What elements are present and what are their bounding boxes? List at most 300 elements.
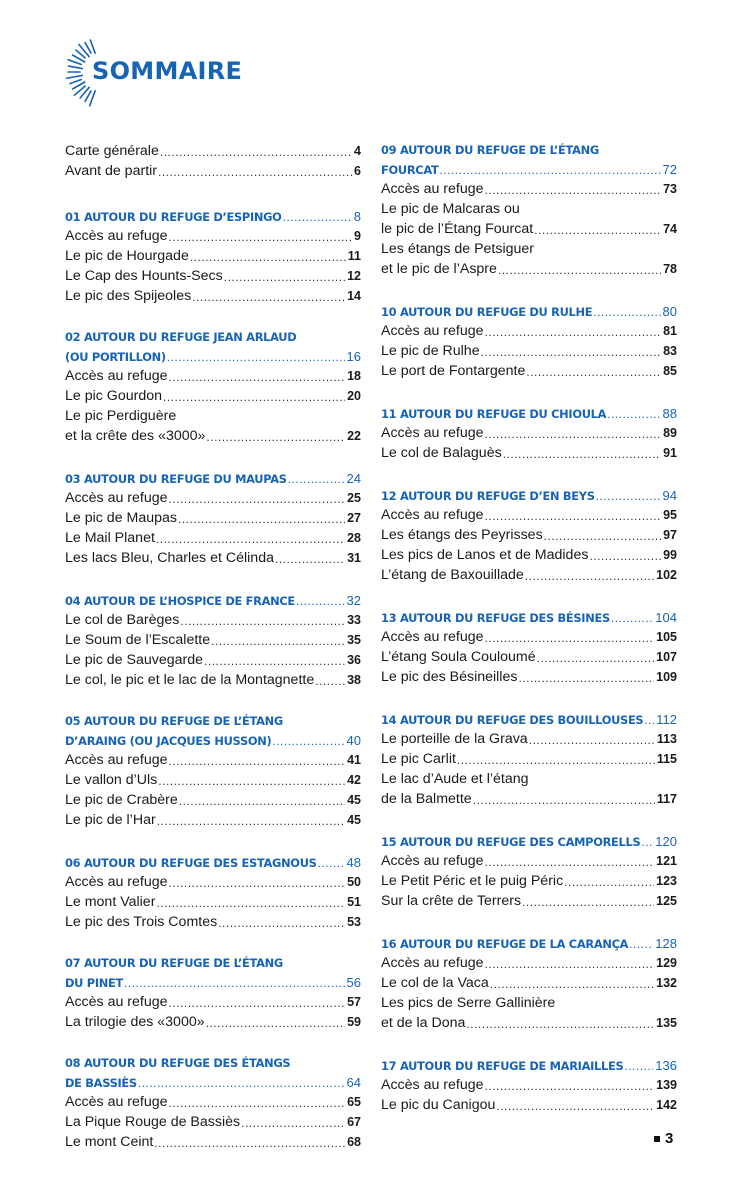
leader-dots bbox=[629, 935, 653, 953]
page-ref: 74 bbox=[663, 222, 677, 236]
page-ref: 120 bbox=[655, 834, 677, 849]
page-ref: 64 bbox=[346, 1075, 361, 1090]
chapter-title: D’ARAING (OU JACQUES HUSSON) bbox=[65, 734, 272, 748]
page-ref: 31 bbox=[347, 551, 361, 565]
toc-entry[interactable] bbox=[381, 871, 677, 891]
entry-title-line1: Les étangs de Petsiguer bbox=[381, 241, 535, 257]
toc-entry[interactable] bbox=[381, 443, 677, 463]
chapter-number: 04 bbox=[65, 594, 81, 608]
toc-entry[interactable] bbox=[381, 341, 677, 361]
leader-dots bbox=[439, 161, 660, 179]
page-ref: 117 bbox=[656, 792, 677, 806]
chapter-number: 11 bbox=[381, 407, 397, 421]
toc-entry[interactable] bbox=[65, 650, 361, 670]
page-ref: 132 bbox=[656, 976, 677, 990]
chapter-title: (OU PORTILLON) bbox=[65, 350, 166, 364]
page-ref: 48 bbox=[346, 855, 361, 870]
chapter-heading[interactable] bbox=[381, 159, 677, 179]
page-ref: 42 bbox=[347, 773, 361, 787]
page-ref: 33 bbox=[347, 613, 361, 627]
intro-section bbox=[65, 141, 361, 181]
entry-title: et le pic de l’Aspre bbox=[381, 261, 497, 277]
entry-title: Le pic de Maupas bbox=[65, 510, 177, 526]
chapter-title bbox=[381, 935, 628, 953]
page-ref: 41 bbox=[347, 753, 361, 767]
leader-dots bbox=[180, 612, 345, 630]
toc-entry[interactable] bbox=[65, 892, 361, 912]
leader-dots bbox=[485, 1077, 655, 1095]
toc-entry[interactable] bbox=[65, 872, 361, 892]
leader-dots bbox=[160, 143, 352, 161]
toc-entry[interactable] bbox=[381, 219, 677, 239]
chapter-number: 09 bbox=[381, 143, 397, 157]
entry-title: Le col de Barèges bbox=[65, 612, 180, 628]
toc-entry[interactable] bbox=[65, 226, 361, 246]
entry-title: Accès au refuge bbox=[65, 228, 168, 244]
chapter-title-text: AUTOUR DU REFUGE D’ESPINGO bbox=[83, 210, 282, 224]
leader-dots bbox=[596, 487, 661, 505]
entry-title: La Pique Rouge de Bassiès bbox=[65, 1114, 241, 1130]
entry-title: Le Mail Planet bbox=[65, 530, 155, 546]
leader-dots bbox=[138, 1074, 345, 1092]
entry-title: et la crête des «3000» bbox=[65, 428, 206, 444]
page-ref: 51 bbox=[347, 895, 361, 909]
page-ref: 36 bbox=[347, 653, 361, 667]
entry-title: Le col de Balaguès bbox=[381, 445, 502, 461]
leader-dots bbox=[490, 975, 654, 993]
entry-title: L’étang Soula Couloumé bbox=[381, 649, 536, 665]
chapter-number: 01 bbox=[65, 210, 81, 224]
leader-dots bbox=[537, 649, 655, 667]
entry-title: Accès au refuge bbox=[65, 874, 168, 890]
chapter-title bbox=[381, 303, 592, 321]
toc-entry[interactable] bbox=[381, 953, 677, 973]
page-ref: 112 bbox=[656, 712, 677, 727]
sunburst-ray bbox=[70, 80, 81, 84]
toc-entry[interactable] bbox=[65, 366, 361, 386]
page-ref: 123 bbox=[656, 874, 677, 888]
page-ref: 25 bbox=[347, 491, 361, 505]
page-ref: 88 bbox=[662, 406, 677, 421]
chapter-title bbox=[381, 711, 643, 729]
leader-dots bbox=[318, 854, 345, 872]
entry-title: Le pic des Trois Comtes bbox=[65, 914, 218, 930]
chapter-section bbox=[381, 301, 677, 381]
leader-dots bbox=[169, 752, 346, 770]
chapter-title-line1 bbox=[65, 328, 361, 346]
toc-entry[interactable] bbox=[65, 912, 361, 932]
page-ref: 109 bbox=[656, 670, 677, 684]
leader-dots bbox=[544, 527, 661, 545]
leader-dots bbox=[169, 368, 346, 386]
toc-entry[interactable] bbox=[381, 647, 677, 667]
leader-dots bbox=[485, 323, 662, 341]
entry-title: Accès au refuge bbox=[381, 853, 484, 869]
page-number-value: 3 bbox=[665, 1130, 674, 1147]
chapter-title-text: AUTOUR DU REFUGE DES BÉSINES bbox=[399, 611, 610, 625]
page-ref: 125 bbox=[656, 894, 677, 908]
entry-title: Accès au refuge bbox=[381, 629, 484, 645]
toc-entry[interactable] bbox=[65, 790, 361, 810]
page-ref: 95 bbox=[663, 508, 677, 522]
chapter-section bbox=[65, 206, 361, 306]
entry-title: L’étang de Baxouillade bbox=[381, 567, 524, 583]
chapter-title bbox=[381, 487, 595, 505]
chapter-section bbox=[65, 468, 361, 568]
entry-title: le pic de l’Étang Fourcat bbox=[381, 221, 534, 237]
toc-entry[interactable] bbox=[381, 789, 677, 809]
chapter-heading[interactable] bbox=[381, 1055, 677, 1075]
chapter-title-text: AUTOUR DU REFUGE D’EN BEYS bbox=[399, 489, 595, 503]
toc-entry[interactable] bbox=[381, 729, 677, 749]
chapter-section bbox=[65, 1054, 361, 1152]
toc-entry[interactable] bbox=[381, 545, 677, 565]
chapter-number: 06 bbox=[65, 856, 81, 870]
leader-dots bbox=[611, 609, 653, 627]
chapter-title bbox=[65, 854, 317, 872]
leader-dots bbox=[218, 914, 345, 932]
chapter-section bbox=[381, 403, 677, 463]
page-ref: 128 bbox=[655, 936, 677, 951]
page-ref: 105 bbox=[656, 630, 677, 644]
page-ref: 14 bbox=[347, 289, 361, 303]
chapter-section bbox=[65, 328, 361, 446]
chapter-heading[interactable] bbox=[65, 468, 361, 488]
page-number bbox=[654, 1130, 673, 1147]
chapter-title bbox=[381, 609, 610, 627]
entry-title: Le col, le pic et le lac de la Montagnette bbox=[65, 672, 315, 688]
chapter-heading[interactable] bbox=[65, 852, 361, 872]
toc-entry[interactable] bbox=[381, 973, 677, 993]
chapter-heading[interactable] bbox=[65, 972, 361, 992]
entry-title: Le col de la Vaca bbox=[381, 975, 489, 991]
entry-title: Accès au refuge bbox=[65, 490, 168, 506]
chapter-title-text: AUTOUR DU REFUGE DE LA CARANÇA bbox=[399, 937, 629, 951]
chapter-title bbox=[381, 833, 640, 851]
chapter-title-line1 bbox=[65, 954, 361, 972]
leader-dots bbox=[158, 163, 352, 181]
toc-entry[interactable] bbox=[65, 528, 361, 548]
chapter-number: 15 bbox=[381, 835, 397, 849]
chapter-number: 07 bbox=[65, 956, 81, 970]
chapter-title-text: AUTOUR DU REFUGE DU RULHE bbox=[399, 305, 593, 319]
entry-title: Accès au refuge bbox=[381, 425, 484, 441]
page-ref: 12 bbox=[347, 269, 361, 283]
chapter-title-text: AUTOUR DU REFUGE DES ESTAGNOUS bbox=[83, 856, 317, 870]
leader-dots bbox=[503, 445, 661, 463]
page-ref: 142 bbox=[656, 1098, 677, 1112]
page-ref: 83 bbox=[663, 344, 677, 358]
chapter-section bbox=[381, 607, 677, 687]
toc-entry[interactable] bbox=[65, 266, 361, 286]
entry-title: Accès au refuge bbox=[381, 1077, 484, 1093]
leader-dots bbox=[496, 1097, 654, 1115]
leader-dots bbox=[241, 1114, 345, 1132]
entry-title: Le vallon d’Uls bbox=[65, 772, 158, 788]
entry-title: Le Petit Péric et le puig Péric bbox=[381, 873, 564, 889]
page-ref: 65 bbox=[347, 1095, 361, 1109]
toc-entry[interactable] bbox=[65, 548, 361, 568]
chapter-title-text: AUTOUR DU REFUGE DES BOUILLOUSES bbox=[399, 713, 644, 727]
entry-title: Le pic de Crabère bbox=[65, 792, 178, 808]
chapter-heading[interactable] bbox=[65, 206, 361, 226]
toc-entry[interactable] bbox=[65, 770, 361, 790]
leader-dots bbox=[211, 632, 345, 650]
entry-title: et de la Dona bbox=[381, 1015, 466, 1031]
chapter-number: 17 bbox=[381, 1059, 397, 1073]
entry-title: Le mont Valier bbox=[65, 894, 156, 910]
chapter-number: 12 bbox=[381, 489, 397, 503]
chapter-section bbox=[65, 590, 361, 690]
chapter-number: 13 bbox=[381, 611, 397, 625]
leader-dots bbox=[485, 629, 655, 647]
leader-dots bbox=[641, 833, 653, 851]
toc-entry[interactable] bbox=[65, 426, 361, 446]
leader-dots bbox=[485, 853, 655, 871]
chapter-heading[interactable] bbox=[381, 607, 677, 627]
toc-entry[interactable] bbox=[381, 627, 677, 647]
leader-dots bbox=[525, 567, 654, 585]
toc-entry[interactable] bbox=[381, 179, 677, 199]
toc-entry[interactable] bbox=[65, 141, 361, 161]
toc-entry[interactable] bbox=[65, 161, 361, 181]
page-ref: 11 bbox=[347, 249, 361, 263]
leader-dots bbox=[169, 490, 346, 508]
toc-entry[interactable] bbox=[381, 321, 677, 341]
chapter-section bbox=[381, 709, 677, 809]
chapter-title bbox=[381, 1057, 623, 1075]
leader-dots bbox=[607, 405, 660, 423]
entry-title: Accès au refuge bbox=[65, 1094, 168, 1110]
toc-column-right bbox=[381, 141, 677, 1137]
leader-dots bbox=[498, 261, 661, 279]
entry-title: Accès au refuge bbox=[381, 507, 484, 523]
entry-title: Le pic Gourdon bbox=[65, 388, 163, 404]
leader-dots bbox=[169, 1094, 346, 1112]
toc-entry[interactable] bbox=[65, 488, 361, 508]
chapter-heading[interactable] bbox=[381, 831, 677, 851]
page-ref: 22 bbox=[347, 429, 361, 443]
chapter-title-text: AUTOUR DU REFUGE DU MAUPAS bbox=[83, 472, 287, 486]
page-ref: 102 bbox=[656, 568, 677, 582]
chapter-number: 16 bbox=[381, 937, 397, 951]
toc-entry[interactable] bbox=[381, 505, 677, 525]
entry-title: Les étangs des Peyrisses bbox=[381, 527, 543, 543]
chapter-title: FOURCAT bbox=[381, 163, 439, 177]
chapter-title-text: AUTOUR DU REFUGE DES ÉTANGS bbox=[83, 1056, 291, 1070]
page-ref: 20 bbox=[347, 389, 361, 403]
toc-entry[interactable] bbox=[381, 851, 677, 871]
leader-dots bbox=[522, 893, 654, 911]
leader-dots bbox=[169, 228, 353, 246]
leader-dots bbox=[529, 731, 655, 749]
page-ref: 136 bbox=[655, 1058, 677, 1073]
chapter-section bbox=[381, 831, 677, 911]
toc-entry[interactable] bbox=[381, 667, 677, 687]
leader-dots bbox=[564, 873, 654, 891]
chapter-heading[interactable] bbox=[381, 301, 677, 321]
toc-entry[interactable] bbox=[381, 891, 677, 911]
page-ref: 32 bbox=[346, 593, 361, 608]
toc-entry[interactable] bbox=[65, 1132, 361, 1152]
chapter-section bbox=[65, 852, 361, 932]
page-ref: 59 bbox=[347, 1015, 361, 1029]
leader-dots bbox=[179, 792, 345, 810]
chapter-heading[interactable] bbox=[65, 1072, 361, 1092]
square-bullet-icon bbox=[654, 1136, 660, 1142]
toc-entry[interactable] bbox=[65, 1012, 361, 1032]
toc-entry[interactable] bbox=[65, 1112, 361, 1132]
entry-title-line1: Le lac d’Aude et l’étang bbox=[381, 771, 529, 787]
page-ref: 24 bbox=[346, 471, 361, 486]
page-ref: 85 bbox=[663, 364, 677, 378]
entry-title: Le Soum de l’Escalette bbox=[65, 632, 211, 648]
chapter-title-text: AUTOUR DU REFUGE DU CHIOULA bbox=[399, 407, 607, 421]
chapter-heading[interactable] bbox=[381, 933, 677, 953]
page-ref: 89 bbox=[663, 426, 677, 440]
entry-title: Accès au refuge bbox=[65, 752, 168, 768]
chapter-title-text: AUTOUR DE L’HOSPICE DE FRANCE bbox=[83, 594, 295, 608]
chapter-heading[interactable] bbox=[381, 485, 677, 505]
page-ref: 94 bbox=[662, 488, 677, 503]
page-ref: 135 bbox=[656, 1016, 677, 1030]
toc-entry[interactable] bbox=[65, 610, 361, 630]
toc-column-left bbox=[65, 141, 361, 1174]
page-ref: 91 bbox=[663, 446, 677, 460]
leader-dots bbox=[518, 669, 654, 687]
chapter-title-text: AUTOUR DU REFUGE JEAN ARLAUD bbox=[83, 330, 297, 344]
entry-title: Le pic Carlit bbox=[381, 751, 456, 767]
chapter-title: DU PINET bbox=[65, 976, 123, 990]
toc-entry[interactable] bbox=[65, 750, 361, 770]
entry-title: Accès au refuge bbox=[381, 181, 484, 197]
page-ref: 68 bbox=[347, 1135, 361, 1149]
toc-entry[interactable] bbox=[65, 1092, 361, 1112]
toc-entry[interactable] bbox=[65, 810, 361, 830]
leader-dots bbox=[288, 470, 345, 488]
page-ref: 50 bbox=[347, 875, 361, 889]
page-ref: 129 bbox=[656, 956, 677, 970]
toc-entry[interactable] bbox=[65, 246, 361, 266]
toc-entry[interactable] bbox=[381, 1095, 677, 1115]
leader-dots bbox=[178, 510, 345, 528]
toc-entry[interactable] bbox=[65, 286, 361, 306]
leader-dots bbox=[593, 303, 660, 321]
entry-title: Carte générale bbox=[65, 143, 159, 159]
sunburst-ray bbox=[90, 40, 95, 53]
chapter-section bbox=[65, 712, 361, 830]
chapter-section bbox=[65, 954, 361, 1032]
chapter-section bbox=[381, 141, 677, 279]
entry-title: Accès au refuge bbox=[381, 323, 484, 339]
leader-dots bbox=[156, 530, 345, 548]
chapter-number: 10 bbox=[381, 305, 397, 319]
toc-entry[interactable] bbox=[65, 992, 361, 1012]
toc-entry[interactable] bbox=[381, 423, 677, 443]
sunburst-ray bbox=[67, 75, 83, 78]
entry-title: Le Cap des Hounts-Secs bbox=[65, 268, 223, 284]
page-ref: 78 bbox=[663, 262, 677, 276]
chapter-title bbox=[65, 470, 287, 488]
chapter-heading[interactable] bbox=[65, 346, 361, 366]
toc-entry[interactable] bbox=[65, 508, 361, 528]
entry-title: Le pic des Spijeoles bbox=[65, 288, 192, 304]
entry-title: Accès au refuge bbox=[381, 955, 484, 971]
leader-dots bbox=[224, 268, 345, 286]
toc-entry[interactable] bbox=[381, 749, 677, 769]
toc-entry[interactable] bbox=[381, 525, 677, 545]
entry-title: Le pic des Bésineilles bbox=[381, 669, 518, 685]
chapter-title bbox=[65, 592, 295, 610]
chapter-title-line1 bbox=[381, 141, 677, 159]
chapter-title bbox=[65, 208, 282, 226]
toc-entry[interactable] bbox=[381, 1013, 677, 1033]
toc-entry[interactable] bbox=[381, 259, 677, 279]
toc-entry[interactable] bbox=[65, 630, 361, 650]
page-ref: 38 bbox=[347, 673, 361, 687]
toc-entry[interactable] bbox=[381, 565, 677, 585]
entry-title: de la Balmette bbox=[381, 791, 472, 807]
toc-entry[interactable] bbox=[381, 361, 677, 381]
entry-title-line1: Les pics de Serre Gallinière bbox=[381, 995, 556, 1011]
chapter-section bbox=[381, 1055, 677, 1115]
leader-dots bbox=[206, 428, 345, 446]
page-ref: 81 bbox=[663, 324, 677, 338]
leader-dots bbox=[163, 388, 345, 406]
chapter-section bbox=[381, 933, 677, 1033]
leader-dots bbox=[157, 812, 345, 830]
chapter-title-line1 bbox=[65, 712, 361, 730]
page-ref: 8 bbox=[353, 209, 361, 224]
page-ref: 139 bbox=[656, 1078, 677, 1092]
chapter-title: DE BASSIÈS bbox=[65, 1076, 137, 1090]
page-ref: 45 bbox=[347, 793, 361, 807]
leader-dots bbox=[481, 343, 662, 361]
chapter-heading[interactable] bbox=[381, 709, 677, 729]
chapter-heading[interactable] bbox=[65, 590, 361, 610]
leader-dots bbox=[485, 181, 662, 199]
page-ref: 67 bbox=[347, 1115, 361, 1129]
entry-title: Le pic du Canigou bbox=[381, 1097, 496, 1113]
leader-dots bbox=[169, 874, 346, 892]
page-ref: 9 bbox=[354, 229, 361, 243]
toc-entry[interactable] bbox=[65, 670, 361, 690]
entry-title: Les lacs Bleu, Charles et Célinda bbox=[65, 550, 274, 566]
leader-dots bbox=[526, 363, 661, 381]
chapter-heading[interactable] bbox=[65, 730, 361, 750]
page-ref: 4 bbox=[354, 144, 361, 158]
leader-dots bbox=[589, 547, 661, 565]
leader-dots bbox=[158, 772, 345, 790]
entry-title-line1: Le pic Perdiguère bbox=[65, 408, 177, 424]
page-ref: 97 bbox=[663, 528, 677, 542]
chapter-heading[interactable] bbox=[381, 403, 677, 423]
page-ref: 73 bbox=[663, 182, 677, 196]
page-ref: 6 bbox=[354, 164, 361, 178]
entry-title: Le mont Ceint bbox=[65, 1134, 154, 1150]
entry-title: Les pics de Lanos et de Madides bbox=[381, 547, 589, 563]
page-ref: 80 bbox=[662, 304, 677, 319]
entry-title: Le pic de Rulhe bbox=[381, 343, 480, 359]
toc-entry[interactable] bbox=[381, 1075, 677, 1095]
page-ref: 35 bbox=[347, 633, 361, 647]
page-ref: 16 bbox=[346, 349, 361, 364]
chapter-title-text: AUTOUR DU REFUGE DE MARIAILLES bbox=[399, 1059, 624, 1073]
sunburst-ray bbox=[68, 60, 81, 65]
toc-entry[interactable] bbox=[65, 386, 361, 406]
page-ref: 72 bbox=[662, 162, 677, 177]
entry-title: Le pic de Sauvegarde bbox=[65, 652, 204, 668]
